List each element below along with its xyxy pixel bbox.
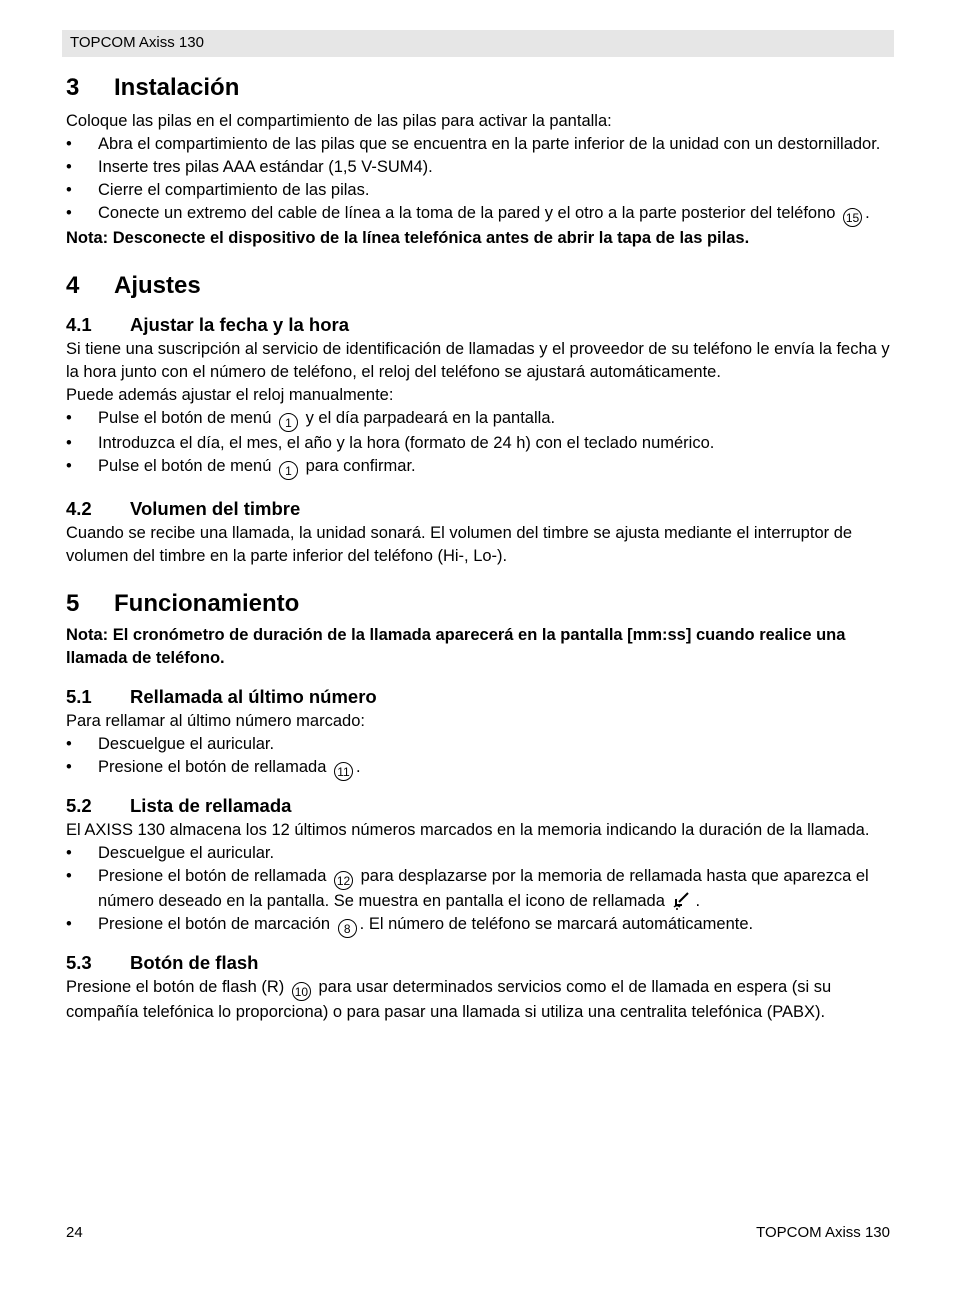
list-item: • Inserte tres pilas AAA estándar (1,5 V-SUM4). bbox=[66, 156, 892, 179]
bullet-list bbox=[66, 407, 892, 480]
section-title: Instalación bbox=[114, 74, 240, 101]
paragraph: El AXISS 130 almacena los 12 últimos números marcados en la memoria indicando la duración de la llamada. bbox=[66, 821, 870, 839]
footer-title: TOPCOM Axiss 130 bbox=[756, 1224, 890, 1241]
note: Nota: Desconecte el dispositivo de la línea telefónica antes de abrir la tapa de las pilas. bbox=[66, 229, 750, 247]
note: Nota: El cronómetro de duración de la llamada aparecerá en la pantalla [mm:ss] cuando realice una llamada de teléfono. bbox=[66, 626, 846, 667]
header-title: TOPCOM Axiss 130 bbox=[70, 34, 204, 51]
list-item: • Cierre el compartimiento de las pilas. bbox=[66, 179, 892, 202]
subsection-5-2-heading: 5.2 Lista de rellamada bbox=[66, 795, 292, 816]
paragraph: Si tiene una suscripción al servicio de identificación de llamadas y el proveedor de su teléfono le envía la fecha y la hora junto con el número de teléfono, el reloj del teléfono se ajustará automáticamente. bbox=[66, 340, 890, 381]
list-item: • Abra el compartimiento de las pilas que se encuentra en la parte inferior de la unidad con un destornillador. bbox=[66, 133, 892, 156]
page-header bbox=[62, 30, 894, 57]
key-8-icon: 8 bbox=[338, 919, 357, 938]
list-item: • Pulse el botón de menú 1 para confirmar. bbox=[66, 455, 892, 480]
list-item: • Presione el botón de rellamada 11 . bbox=[66, 756, 892, 781]
list-item: • Presione el botón de rellamada 12 para desplazarse por la memoria de rellamada hasta que aparezca el número deseado en la pantalla. Se muestra en pantalla el icono de rellamada . bbox=[66, 865, 892, 913]
key-1-icon: 1 bbox=[279, 461, 298, 480]
paragraph: Presione el botón de flash (R) 10 para usar determinados servicios como el de llamada en espera (si su compañía telefónica lo proporciona) o para pasar una llamada si utiliza una centralita telefónica (PABX). bbox=[66, 978, 832, 1021]
subsection-4-1-heading: 4.1 Ajustar la fecha y la hora bbox=[66, 314, 350, 335]
paragraph: Para rellamar al último número marcado: bbox=[66, 712, 365, 730]
key-11-icon: 11 bbox=[334, 762, 353, 781]
bullet-list bbox=[66, 733, 892, 781]
section-4-heading: 4 Ajustes bbox=[66, 272, 201, 299]
section-5-heading: 5 Funcionamiento bbox=[66, 590, 300, 617]
key-12-icon: 12 bbox=[334, 871, 353, 890]
list-item: • Descuelgue el auricular. bbox=[66, 733, 892, 756]
list-item: • Conecte un extremo del cable de línea a la toma de la pared y el otro a la parte posterior del teléfono 15 . bbox=[66, 202, 892, 227]
subsection-4-2-heading: 4.2 Volumen del timbre bbox=[66, 498, 301, 519]
list-item: • Introduzca el día, el mes, el año y la hora (formato de 24 h) con el teclado numérico. bbox=[66, 432, 892, 455]
paragraph: Coloque las pilas en el compartimiento de las pilas para activar la pantalla: bbox=[66, 112, 612, 130]
redial-icon bbox=[671, 890, 693, 910]
section-3-heading bbox=[66, 72, 892, 104]
list-item: • Pulse el botón de menú 1 y el día parpadeará en la pantalla. bbox=[66, 407, 892, 432]
list-item: • Descuelgue el auricular. bbox=[66, 842, 892, 865]
subsection-5-1-heading: 5.1 Rellamada al último número bbox=[66, 686, 377, 707]
key-1-icon: 1 bbox=[279, 413, 298, 432]
subsection-5-3-heading: 5.3 Botón de flash bbox=[66, 952, 259, 973]
bullet-list bbox=[66, 842, 892, 938]
key-15-icon: 15 bbox=[843, 208, 862, 227]
paragraph: Puede además ajustar el reloj manualmente: bbox=[66, 386, 394, 404]
bullet-list bbox=[66, 133, 892, 227]
section-number: 3 bbox=[66, 74, 80, 101]
document-body bbox=[66, 72, 892, 1024]
paragraph: Cuando se recibe una llamada, la unidad sonará. El volumen del timbre se ajusta mediante el interruptor de volumen del timbre en la parte inferior del teléfono (Hi-, Lo-). bbox=[66, 524, 853, 565]
key-10-icon: 10 bbox=[292, 982, 311, 1001]
list-item: • Presione el botón de marcación 8 . El número de teléfono se marcará automáticamente. bbox=[66, 913, 892, 938]
page-number: 24 bbox=[66, 1224, 83, 1241]
